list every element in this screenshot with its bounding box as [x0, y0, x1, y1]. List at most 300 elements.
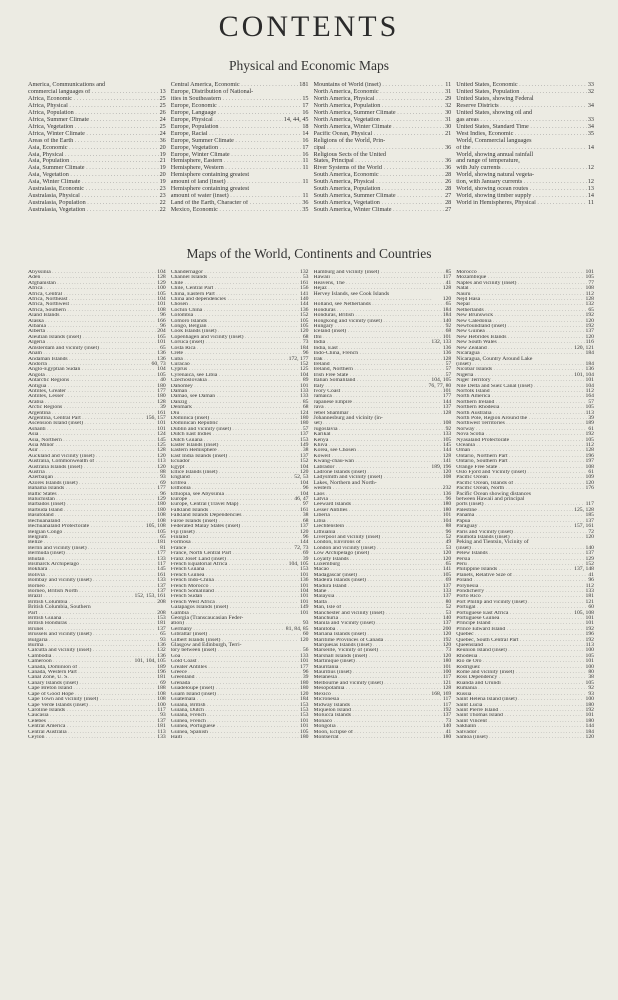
- entry-title: Aleutian Islands (inset) . . .: [28, 335, 156, 340]
- entry-title: Africa . . .: [28, 286, 156, 291]
- entry-title: Africa, Northwest . . .: [28, 302, 156, 307]
- entry-page: 121: [585, 598, 594, 605]
- entry-title: French Equatorial Africa . . .: [171, 562, 288, 567]
- entry-page: 96: [160, 312, 166, 319]
- entry-title: Dublin and vicinity (inset) . . .: [171, 427, 302, 432]
- entry-title: Calcutta and vicinity (inset) . . .: [28, 648, 156, 653]
- entry-title: Colombia . . .: [171, 313, 299, 318]
- entry-title: Ladysmith and vicinity (inset) . . .: [314, 475, 442, 480]
- entry-title: Philippine Islands . . .: [456, 567, 573, 572]
- entry-page: 96: [445, 528, 452, 535]
- entry-page: 166: [157, 317, 166, 324]
- entry-page: 108: [157, 306, 166, 313]
- entry-title: States, Principal . . .: [314, 158, 445, 165]
- entry-page: 101: [585, 269, 594, 275]
- index-entry: [456, 138, 594, 145]
- index-entry: [456, 172, 594, 179]
- entry-title: Australasia, Physical . . .: [28, 193, 159, 200]
- entry-title: India . . .: [314, 340, 431, 345]
- entry-title: Europe, Physical . . .: [171, 117, 283, 124]
- entry-title: Natal . . .: [456, 286, 584, 291]
- entry-page: 13: [587, 185, 594, 193]
- entry-title: Cyprus . . .: [171, 367, 299, 372]
- entry-title: Polynesia . . .: [456, 584, 584, 589]
- entry-title: United States, Standard Time . . .: [456, 124, 587, 131]
- entry-page: 96: [302, 350, 309, 357]
- entry-title: Daman . . .: [171, 389, 299, 394]
- entry-title: Europe, Language . . .: [171, 110, 302, 117]
- entry-page: 125: [157, 442, 166, 448]
- entry-page: 136: [585, 366, 594, 373]
- index-entry: [314, 193, 452, 200]
- entry-page: 136: [157, 642, 166, 649]
- index-entry: [28, 124, 166, 131]
- entry-page: 53: [302, 274, 309, 281]
- entry-page: 93: [160, 474, 166, 481]
- entry-title: Pacific Ocean . . .: [456, 475, 584, 480]
- entry-page: 105: [585, 404, 594, 411]
- entry-title: North America, Economic . . .: [314, 89, 445, 96]
- entry-title: Cook Islands (inset) . . .: [171, 329, 299, 334]
- entry-title: Cape Breton Island . . .: [28, 686, 156, 691]
- entry-page: 85: [302, 398, 309, 405]
- entry-page: 180: [442, 506, 452, 513]
- entry-page: 208: [157, 598, 166, 605]
- entry-title: Koweit . . .: [314, 454, 442, 459]
- entry-title: Liverpool and vicinity (inset) . . .: [314, 535, 445, 540]
- entry-title: Nyasaland Protectorate . . .: [456, 438, 584, 443]
- entry-page: 101: [442, 333, 452, 340]
- entry-page: 108: [157, 512, 166, 519]
- entry-page: 152: [299, 458, 309, 465]
- entry-title: Hervey Islands, see Cook Islands: [313, 290, 390, 297]
- entry-page: 52: [445, 533, 452, 540]
- entry-page: 65: [160, 344, 166, 351]
- entry-title: Australasia, Vegetation . . .: [28, 207, 159, 214]
- entry-page: 232: [442, 485, 452, 492]
- entry-title: Ladrone Islands (inset) . . .: [314, 470, 442, 475]
- entry-page: 11: [302, 192, 309, 200]
- entry-page: 19: [159, 178, 166, 186]
- entry-page: 189: [585, 420, 594, 427]
- index-entry: [28, 145, 166, 152]
- entry-title: Ivory Coast . . .: [314, 389, 442, 394]
- entry-page: 104: [157, 296, 166, 303]
- entry-title: South America, Vegetation . . .: [314, 200, 445, 207]
- entry-page: 116: [585, 339, 594, 346]
- entry-title: Mexico . . .: [314, 692, 431, 697]
- entry-page: 101: [299, 571, 309, 578]
- entry-title: Mexico, Economic . . .: [171, 207, 302, 214]
- entry-page: 36: [159, 136, 166, 144]
- entry-title: Anam . . .: [28, 351, 156, 356]
- entry-title: China and dependencies . . .: [171, 297, 299, 302]
- entry-title: Europe, Vegetation . . .: [171, 145, 302, 152]
- entry-title: Cuba . . .: [171, 357, 288, 362]
- entry-title: between Hawaii and principal: [456, 496, 525, 503]
- entry-page: 124: [299, 409, 309, 416]
- entry-page: 56: [302, 647, 309, 654]
- entry-title: Monaco . . .: [314, 719, 445, 724]
- entry-page: 140: [442, 723, 452, 730]
- entry-title: Malaysia . . .: [314, 594, 442, 599]
- entry-page: 184: [585, 350, 594, 357]
- entry-title: Arctic Regions . . .: [28, 405, 159, 410]
- entry-title: World, showing timber supply . . .: [456, 193, 587, 200]
- entry-title: America, Communications and: [28, 81, 106, 88]
- maps-column-4: [456, 270, 594, 740]
- physical-maps-heading: Physical and Economic Maps: [228, 58, 390, 73]
- entry-title: Africa, Population . . .: [28, 110, 159, 117]
- entry-page: 189, 196: [431, 463, 452, 470]
- entry-title: Mahe . . .: [314, 589, 442, 594]
- entry-title: Belize . . .: [28, 540, 156, 545]
- entry-page: 57: [588, 398, 594, 405]
- entry-page: 25: [159, 122, 166, 130]
- entry-page: 137: [585, 550, 594, 557]
- entry-page: 176: [585, 485, 594, 492]
- entry-page: 108: [442, 420, 452, 427]
- entry-title: North America, Physical . . .: [314, 96, 445, 103]
- entry-title: Melbourne and vicinity (inset) . . .: [314, 681, 442, 686]
- entry-title: Italian Somaliland . . .: [314, 378, 431, 383]
- entry-title: Guiana, British . . .: [171, 703, 299, 708]
- entry-title: British Columbia . . .: [28, 600, 156, 605]
- entry-page: 145: [442, 442, 452, 448]
- entry-title: Bechuanaland . . .: [28, 519, 156, 524]
- index-entry: [171, 131, 309, 138]
- entry-title: Caroline Islands . . .: [28, 708, 156, 713]
- entry-page: 120: [157, 452, 166, 459]
- entry-page: 23: [159, 192, 166, 200]
- entry-page: 117: [442, 274, 452, 281]
- entry-page: 77: [588, 279, 594, 286]
- index-entry: [28, 152, 166, 159]
- entry-title: Africa, Southern . . .: [28, 308, 156, 313]
- entry-title: Nigeria . . .: [456, 373, 573, 378]
- entry-title: Orange Free State . . .: [456, 465, 584, 470]
- entry-page: 14: [587, 143, 594, 151]
- entry-title: Rodriguez . . .: [456, 665, 584, 670]
- entry-page: 38: [302, 512, 309, 519]
- entry-page: 101: [299, 382, 309, 389]
- index-entry: [314, 82, 452, 89]
- entry-title: Luxemburg . . .: [314, 562, 445, 567]
- entry-title: Mozambique . . .: [456, 275, 584, 280]
- entry-title: Ascension Island (inset) . . .: [28, 421, 156, 426]
- entry-title: North Australia . . .: [456, 411, 584, 416]
- entry-page: 181: [585, 593, 594, 600]
- entry-page: 39: [302, 674, 309, 681]
- entry-title: Northern Rhodesia . . .: [456, 405, 584, 410]
- entry-title: Paraguay . . .: [456, 524, 573, 529]
- entry-page: 30: [445, 122, 452, 130]
- entry-page: 129: [157, 279, 166, 286]
- entry-title: London and vicinity (inset) . . .: [314, 546, 445, 551]
- entry-page: 73: [445, 717, 452, 724]
- entry-title: Anglo-Egyptian Sudan . . .: [28, 367, 156, 372]
- entry-title: Man, Isle of . . .: [314, 605, 445, 610]
- entry-page: 180: [299, 685, 309, 692]
- entry-page: 117: [442, 701, 452, 708]
- index-entry: [171, 172, 309, 179]
- entry-title: Europe, Population . . .: [171, 124, 302, 131]
- entry-page: 105: [299, 323, 309, 330]
- entry-page: 184: [442, 306, 452, 313]
- entry-title: Baltic States . . .: [28, 492, 159, 497]
- entry-page: 65: [160, 631, 166, 638]
- entry-page: 31: [445, 87, 452, 95]
- entry-page: 100: [585, 647, 594, 654]
- entry-title: Karikal . . .: [314, 432, 442, 437]
- entry-title: Khiva . . .: [314, 443, 442, 448]
- index-entry: [456, 117, 594, 124]
- entry-page: 117: [157, 706, 166, 713]
- entry-page: 73: [445, 647, 452, 654]
- entry-title: Dutch East Indies . . .: [171, 432, 299, 437]
- entry-page: 101: [157, 425, 166, 432]
- world-maps-index: [28, 270, 594, 740]
- entry-page: 113: [585, 642, 594, 649]
- entry-title: Mauritius (inset) . . .: [314, 670, 442, 675]
- index-entry: [314, 124, 452, 131]
- entry-page: 136: [299, 577, 309, 584]
- entry-title: Samoa (inset) . . .: [456, 735, 584, 740]
- entry-title: Cape Town and vicinity (inset) . . .: [28, 697, 156, 702]
- entry-title: of the . . .: [456, 145, 587, 152]
- entry-title: New Hebrides Islands . . .: [456, 335, 584, 340]
- entry-page: 60, 73: [151, 360, 166, 367]
- entry-page: 117: [157, 560, 166, 567]
- entry-title: Borneo . . .: [28, 584, 156, 589]
- entry-title: Asia, Northern . . .: [28, 438, 156, 443]
- entry-page: 181: [157, 620, 166, 627]
- entry-title: New South Wales . . .: [456, 340, 584, 345]
- entry-page: 88: [160, 469, 166, 476]
- entry-title: Johannesburg and vicinity (in-: [313, 414, 383, 421]
- entry-title: Europe, Central (Travel Map) . . .: [171, 502, 302, 507]
- entry-page: 177: [299, 663, 309, 670]
- entry-title: Bombay and vicinity (inset) . . .: [28, 578, 156, 583]
- entry-title: Heavens, The . . .: [314, 281, 445, 286]
- entry-page: 133: [299, 393, 309, 400]
- entry-title: Central America, Economic . . .: [171, 82, 298, 89]
- entry-title: Queensland . . .: [456, 643, 584, 648]
- entry-title: Manitoba . . .: [314, 627, 442, 632]
- entry-title: Marquesas Islands (inset) . . .: [314, 643, 442, 648]
- entry-page: 152: [299, 360, 309, 367]
- entry-title: Miquelon Island . . .: [314, 708, 442, 713]
- entry-title: Algeria . . .: [28, 340, 156, 345]
- entry-page: 105: [585, 679, 594, 686]
- entry-page: 41: [588, 571, 594, 578]
- entry-page: 180: [442, 501, 452, 508]
- entry-page: 144: [299, 301, 309, 308]
- entry-page: 180: [442, 733, 452, 740]
- entry-title: West Indies, Economic . . .: [456, 131, 587, 138]
- index-entry: [171, 200, 309, 207]
- entry-page: 101: [299, 609, 309, 616]
- entry-title: Cambodia . . .: [28, 654, 156, 659]
- entry-title: Falkland Islands . . .: [171, 508, 299, 513]
- entry-title: French Guinea . . .: [171, 573, 299, 578]
- entry-title: United States, showing oil and: [456, 108, 533, 116]
- entry-page: 26: [445, 178, 452, 186]
- entry-title: Bahama Islands . . .: [28, 486, 156, 491]
- entry-page: 104: [157, 269, 166, 275]
- entry-title: Georgia (Transcaucasian Feder-: [170, 615, 244, 621]
- entry-page: 69: [302, 550, 309, 557]
- entry-title: Greenland . . .: [171, 675, 302, 680]
- entry-page: 177: [442, 393, 452, 400]
- index-entry: [171, 96, 309, 103]
- entry-title: Dutch Guiana . . .: [171, 438, 299, 443]
- entry-page: 101, 104, 105: [134, 658, 166, 665]
- entry-page: 97: [302, 501, 309, 508]
- entry-page: 149: [299, 442, 309, 448]
- entry-page: 100: [442, 669, 452, 676]
- entry-title: Pacific Ocean, Islands of . . .: [456, 481, 584, 486]
- index-entry: [171, 145, 309, 152]
- entry-page: 133: [299, 387, 309, 394]
- entry-page: 120: [299, 636, 309, 643]
- entry-title: Haiti . . .: [171, 735, 299, 740]
- entry-title: Rumania . . .: [456, 686, 587, 691]
- entry-page: 112: [585, 387, 594, 394]
- entry-title: Austria . . .: [28, 470, 159, 475]
- entry-page: 101: [442, 387, 452, 394]
- entry-title: France, North Central Part . . .: [171, 551, 302, 556]
- entry-page: 132: [585, 301, 594, 308]
- entry-page: 11: [302, 178, 309, 186]
- entry-title: Hemisphere containing greatest: [170, 185, 250, 193]
- entry-page: 108: [157, 517, 166, 524]
- index-entry: [314, 200, 452, 207]
- entry-page: 104, 105: [288, 560, 309, 567]
- entry-title: Basutoland . . .: [28, 513, 156, 518]
- entry-page: 104: [299, 463, 309, 470]
- entry-title: Nepal . . .: [456, 302, 584, 307]
- entry-title: Saint Lucia . . .: [456, 703, 584, 708]
- entry-page: 189: [157, 663, 166, 670]
- entry-title: Federated Malay States (inset) . . .: [171, 524, 299, 529]
- entry-page: 108: [585, 285, 594, 292]
- entry-title: Azerbaijan . . .: [28, 475, 159, 480]
- entry-page: 96: [588, 577, 594, 584]
- entry-title: Gold Coast . . .: [171, 659, 299, 664]
- entry-title: China, Eastern Part . . .: [171, 292, 299, 297]
- entry-title: Brazil . . .: [28, 594, 133, 599]
- entry-page: 19: [159, 150, 166, 158]
- entry-title: Ellice Islands (inset) . . .: [171, 470, 299, 475]
- entry-page: 120: [442, 652, 452, 659]
- entry-page: 180: [157, 393, 166, 400]
- entry-title: Arabia . . .: [28, 400, 156, 405]
- entry-page: 177: [157, 387, 166, 394]
- entry-title: South America, Physical . . .: [314, 179, 445, 186]
- entry-page: 177: [157, 485, 166, 492]
- entry-title: Comoro Islands . . .: [171, 319, 299, 324]
- entry-page: 28: [445, 199, 452, 207]
- entry-page: 76, 77, 80: [428, 382, 452, 389]
- entry-page: 137: [442, 582, 452, 589]
- entry-title: Kenya . . .: [314, 438, 442, 443]
- entry-page: 157, 161: [574, 523, 594, 530]
- entry-page: 197: [585, 458, 594, 465]
- entry-page: 17: [302, 101, 309, 109]
- entry-title: Irish Free State . . .: [314, 373, 445, 378]
- entry-title: Molucca Islands . . .: [314, 713, 442, 718]
- entry-title: Europe . . .: [171, 497, 294, 502]
- entry-title: South America, Winter Climate . . .: [314, 207, 445, 214]
- entry-title: Madeira Islands (inset) . . .: [314, 578, 445, 583]
- entry-title: Marshall Islands (inset) . . .: [314, 654, 442, 659]
- entry-title: Quebec . . .: [456, 632, 584, 637]
- entry-title: Nova Scotia . . .: [456, 432, 584, 437]
- entry-page: 140: [299, 296, 309, 303]
- entry-page: 133: [442, 587, 452, 594]
- entry-page: 35: [587, 129, 594, 137]
- entry-page: 11: [445, 81, 452, 88]
- entry-page: 104, 105: [431, 377, 452, 384]
- entry-page: 128: [442, 355, 452, 362]
- entry-title: Part . . .: [28, 611, 156, 616]
- entry-title: (inset) . . .: [456, 546, 584, 551]
- entry-page: 68: [302, 333, 309, 340]
- entry-title: Africa, Northeast . . .: [28, 297, 156, 302]
- entry-page: 108: [442, 474, 452, 481]
- entry-page: 136: [157, 350, 166, 357]
- entry-page: 120: [585, 733, 594, 740]
- entry-page: 181: [157, 674, 166, 681]
- entry-page: 181: [157, 539, 166, 546]
- entry-title: Australia Islands (inset) . . .: [28, 465, 156, 470]
- entry-page: 120: [585, 333, 594, 340]
- entry-title: Azores Islands (inset) . . .: [28, 481, 159, 486]
- entry-page: 192: [585, 323, 594, 330]
- entry-page: 120: [442, 296, 452, 303]
- entry-title: Africa, Physical . . .: [28, 103, 159, 110]
- entry-title: Land of the Earth, Character of . . .: [171, 200, 302, 207]
- index-entry: [314, 179, 452, 186]
- entry-title: Canada, Western Part . . .: [28, 670, 156, 675]
- entry-title: Reunion Island (inset) . . .: [456, 648, 584, 653]
- entry-page: 38: [588, 674, 594, 681]
- entry-page: 65: [445, 560, 452, 567]
- entry-page: 161: [157, 409, 166, 416]
- entry-title: Manchester and vicinity (inset) . . .: [314, 611, 445, 616]
- entry-page: 128: [442, 285, 452, 292]
- entry-title: Hemisphere containing greatest: [170, 171, 250, 179]
- entry-page: 69: [160, 479, 166, 486]
- entry-page: 52: [445, 604, 452, 611]
- entry-title: British Columbia, Southern: [28, 604, 91, 611]
- entry-page: 152: [299, 312, 309, 319]
- entry-title: French Sudan . . .: [171, 594, 299, 599]
- entry-page: 165: [157, 333, 166, 340]
- entry-page: 23: [159, 185, 166, 193]
- entry-page: 125, 128: [574, 506, 594, 513]
- entry-page: 92: [445, 425, 452, 432]
- entry-page: 161: [299, 506, 309, 513]
- index-entry: [28, 172, 166, 179]
- entry-title: British Honduras . . .: [28, 621, 156, 626]
- entry-page: 128: [442, 685, 452, 692]
- entry-page: 136: [442, 344, 452, 351]
- entry-title: Europe, Distribution of National-: [170, 87, 254, 95]
- entry-page: 153: [299, 701, 309, 708]
- entry-title: Berlin and vicinity (inset) . . .: [28, 546, 159, 551]
